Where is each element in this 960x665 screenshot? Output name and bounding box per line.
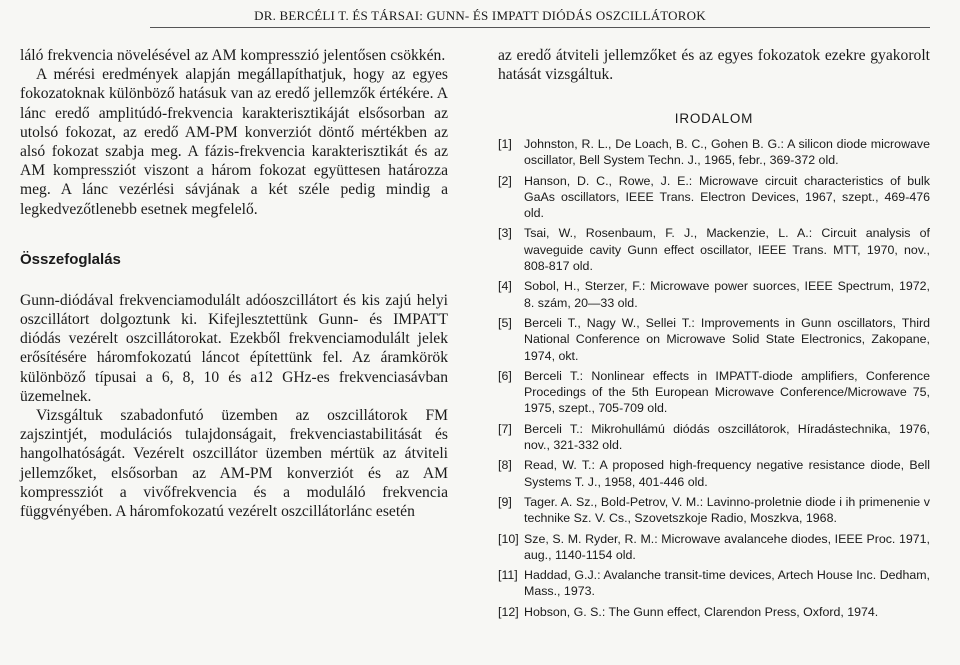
- reference-text: Haddad, G.J.: Avalanche transit-time devices, Artech House Inc. Dedham, Mass., 1973.: [524, 568, 930, 599]
- reference-item: [498, 457, 930, 490]
- spacer: [20, 219, 448, 250]
- reference-text: Berceli T., Nagy W., Sellei T.: Improvements in Gunn oscillators, Third National Conference on Microwave Solid State Electronics, Zakopane, 1974, okt.: [524, 315, 930, 363]
- reference-text: Johnston, R. L., De Loach, B. C., Gohen B. G.: A silicon diode microwave oscillator, Bell System Techn. J., 1965, febr., 369-372 old.: [524, 137, 930, 168]
- reference-number: [9]: [498, 494, 512, 509]
- reference-item: [498, 421, 930, 454]
- reference-number: [8]: [498, 458, 512, 473]
- header-rule: [150, 27, 930, 28]
- reference-text: Berceli T.: Nonlinear effects in IMPATT-diode amplifiers, Conference Procedings of the 5th European Microwave Conference/Microwave 75, 1975, szept., 705-709 old.: [524, 368, 930, 416]
- paragraph-results: A mérési eredmények alapján megállapíthatjuk, hogy az egyes fokozatoknak különböző hatásuk van az eredő jellemzők értékére. A lánc eredő amplitúdó-frekvencia karakterisztikáját elsősorban az utolsó fokozat, az eredő AM-PM konverziót döntő mértékben az alsó fokozat szabja meg. A fázis-frekvencia karakterisztikát és az AM kompressziót viszont a három fokozat együttesen határozza meg. A lánc vezérlési sávjának a két széle pedig mindig a legkedvezőtlenebb esetnek megfelelő.: [20, 66, 448, 218]
- reference-item: [498, 173, 930, 222]
- reference-number: [1]: [498, 137, 512, 151]
- running-header: DR. BERCÉLI T. ÉS TÁRSAI: GUNN- ÉS IMPATT DIÓDÁS OSZCILLÁTOROK: [254, 8, 706, 23]
- reference-item: [498, 604, 930, 620]
- reference-text: Tager. A. Sz., Bold-Petrov, V. M.: Lavinno-proletnie diode i ih primenenie v technike Sz. V. Cs., Szovetszkoje Radio, Moszkva, 1968.: [524, 494, 930, 526]
- reference-item: [498, 531, 930, 564]
- reference-item: [498, 278, 930, 311]
- reference-item: [498, 567, 930, 600]
- reference-item: [498, 494, 930, 527]
- reference-item: [498, 368, 930, 417]
- reference-text: Hanson, D. C., Rowe, J. E.: Microwave circuit characteristics of bulk GaAs oscillators, IEEE Trans. Electron Devices, 1967, szept., 469-476 old.: [524, 173, 930, 221]
- references-heading: IRODALOM: [674, 111, 754, 126]
- reference-number: [5]: [498, 315, 512, 330]
- summary-heading: Összefoglalás: [20, 250, 121, 268]
- reference-item: [498, 315, 930, 364]
- reference-number: [3]: [498, 226, 512, 241]
- reference-text: Hobson, G. S.: The Gunn effect, Clarendon Press, Oxford, 1974.: [524, 604, 879, 619]
- reference-number: [10]: [498, 531, 519, 546]
- reference-number: [12]: [498, 604, 519, 619]
- spacer: [20, 269, 448, 291]
- reference-text: Read, W. T.: A proposed high-frequency negative resistance diode, Bell Systems T. J., 1958, 401-446 old.: [524, 458, 930, 489]
- right-column: [498, 46, 930, 620]
- reference-number: [2]: [498, 173, 512, 188]
- summary-paragraph: Gunn-diódával frekvenciamodulált adóoszcillátort és kis zajú helyi oszcillátort dolgoztunk ki. Kifejlesztettünk Gunn- és IMPATT diódás vezérelt oszcillátorokat. Ezekből frekvenciamodulált jelek erősítésére háromfokozatú láncot építettünk fel. Az áramkörök különböző típusai a 6, 8, 10 és a12 GHz-es frekvenciasávban üzemelnek.: [20, 291, 448, 405]
- reference-text: Sze, S. M. Ryder, R. M.: Microwave avalancehe diodes, IEEE Proc. 1971, aug., 1140-1154 old.: [524, 531, 930, 562]
- references-list: [498, 136, 930, 620]
- reference-number: [4]: [498, 279, 512, 294]
- reference-item: [498, 136, 930, 169]
- reference-text: Tsai, W., Rosenbaum, F. J., Mackenzie, L. A.: Circuit analysis of waveguide cavity Gunn effect oscillator, IEEE Trans. MTT, 1970, nov., 808-817 old.: [524, 226, 930, 274]
- reference-item: [498, 225, 930, 274]
- paragraph-intro: az eredő átviteli jellemzőket és az egyes fokozatok ezekre gyakorolt hatását vizsgáltuk.: [498, 47, 930, 83]
- reference-text: Sobol, H., Sterzer, F.: Microwave power suorces, IEEE Spectrum, 1972, 8. szám, 20—33 old.: [524, 279, 930, 310]
- left-column: [20, 46, 448, 521]
- reference-number: [11]: [498, 568, 518, 583]
- summary-paragraph: Vizsgáltuk szabadonfutó üzemben az oszcillátorok FM zajszintjét, modulációs tulajdonságait, frekvenciastabilitását és hangolhatóságát. Vezérelt oszcillátor üzemben mértük az átviteli jellemzőket, elsősorban az AM-PM konverziót és az AM kompressziót a vivőfrekvencia és a moduláló frekvencia függvényében. A háromfokozatú vezérelt oszcillátorlánc esetén: [20, 407, 448, 521]
- paragraph-continuation: láló frekvencia növelésével az AM kompresszió jelentősen csökkén.: [20, 47, 446, 64]
- reference-number: [6]: [498, 368, 512, 383]
- reference-number: [7]: [498, 421, 512, 436]
- reference-text: Berceli T.: Mikrohullámú diódás oszcillátorok, Híradástechnika, 1976, nov., 321-332 old.: [524, 421, 930, 453]
